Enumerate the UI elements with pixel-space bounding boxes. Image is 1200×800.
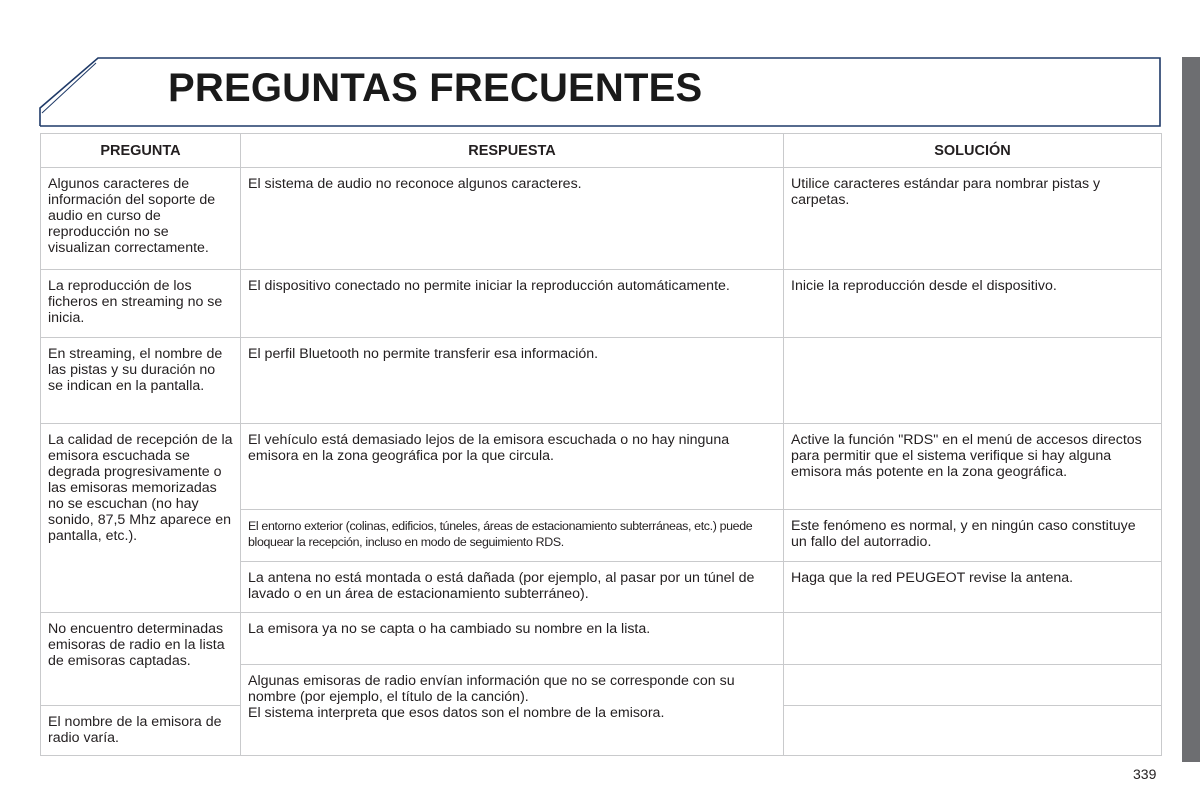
faq-table bbox=[40, 133, 1162, 756]
answer-cell: La antena no está montada o está dañada (por ejemplo, al pasar por un túnel de lavado o en un área de estacionamiento subterráneo). bbox=[241, 562, 784, 613]
table-row bbox=[41, 168, 1162, 270]
solution-cell bbox=[784, 613, 1162, 665]
table-row bbox=[41, 424, 1162, 510]
solution-cell: Utilice caracteres estándar para nombrar pistas y carpetas. bbox=[784, 168, 1162, 270]
answer-cell: El sistema de audio no reconoce algunos caracteres. bbox=[241, 168, 784, 270]
answer-cell: El dispositivo conectado no permite iniciar la reproducción automáticamente. bbox=[241, 270, 784, 338]
solution-cell bbox=[784, 665, 1162, 706]
header-pregunta: PREGUNTA bbox=[41, 134, 241, 168]
question-cell: En streaming, el nombre de las pistas y su duración no se indican en la pantalla. bbox=[41, 338, 241, 424]
solution-cell bbox=[784, 338, 1162, 424]
table-row bbox=[41, 338, 1162, 424]
question-cell: No encuentro determinadas emisoras de radio en la lista de emisoras captadas. bbox=[41, 613, 241, 706]
solution-cell: Este fenómeno es normal, y en ningún caso constituye un fallo del autorradio. bbox=[784, 510, 1162, 562]
section-side-tab bbox=[1182, 57, 1200, 762]
answer-cell: Algunas emisoras de radio envían información que no se corresponde con su nombre (por ejemplo, el título de la canción). El sistema interpreta que esos datos son el nombre de la emisora. bbox=[241, 665, 784, 756]
page-number: 339 bbox=[1133, 766, 1157, 782]
solution-cell: Haga que la red PEUGEOT revise la antena. bbox=[784, 562, 1162, 613]
table-header-row bbox=[41, 134, 1162, 168]
page-title: PREGUNTAS FRECUENTES bbox=[168, 66, 703, 110]
table-row bbox=[41, 270, 1162, 338]
header-respuesta: RESPUESTA bbox=[241, 134, 784, 168]
question-cell: Algunos caracteres de información del soporte de audio en curso de reproducción no se visualizan correctamente. bbox=[41, 168, 241, 270]
solution-cell bbox=[784, 706, 1162, 756]
header-solucion: SOLUCIÓN bbox=[784, 134, 1162, 168]
table-row bbox=[41, 613, 1162, 665]
answer-cell: El perfil Bluetooth no permite transferir esa información. bbox=[241, 338, 784, 424]
solution-cell: Active la función "RDS" en el menú de accesos directos para permitir que el sistema verifique si hay alguna emisora más potente en la zona geográfica. bbox=[784, 424, 1162, 510]
answer-cell: El vehículo está demasiado lejos de la emisora escuchada o no hay ninguna emisora en la zona geográfica por la que circula. bbox=[241, 424, 784, 510]
solution-cell: Inicie la reproducción desde el dispositivo. bbox=[784, 270, 1162, 338]
question-cell: La reproducción de los ficheros en streaming no se inicia. bbox=[41, 270, 241, 338]
question-cell: El nombre de la emisora de radio varía. bbox=[41, 706, 241, 756]
question-cell: La calidad de recepción de la emisora escuchada se degrada progresivamente o las emisoras memorizadas no se escuchan (no hay sonido, 87,5 Mhz aparece en pantalla, etc.). bbox=[41, 424, 241, 613]
answer-cell: El entorno exterior (colinas, edificios, túneles, áreas de estacionamiento subterráneas, etc.) puede bloquear la recepción, incluso en modo de seguimiento RDS. bbox=[241, 510, 784, 562]
answer-cell: La emisora ya no se capta o ha cambiado su nombre en la lista. bbox=[241, 613, 784, 665]
